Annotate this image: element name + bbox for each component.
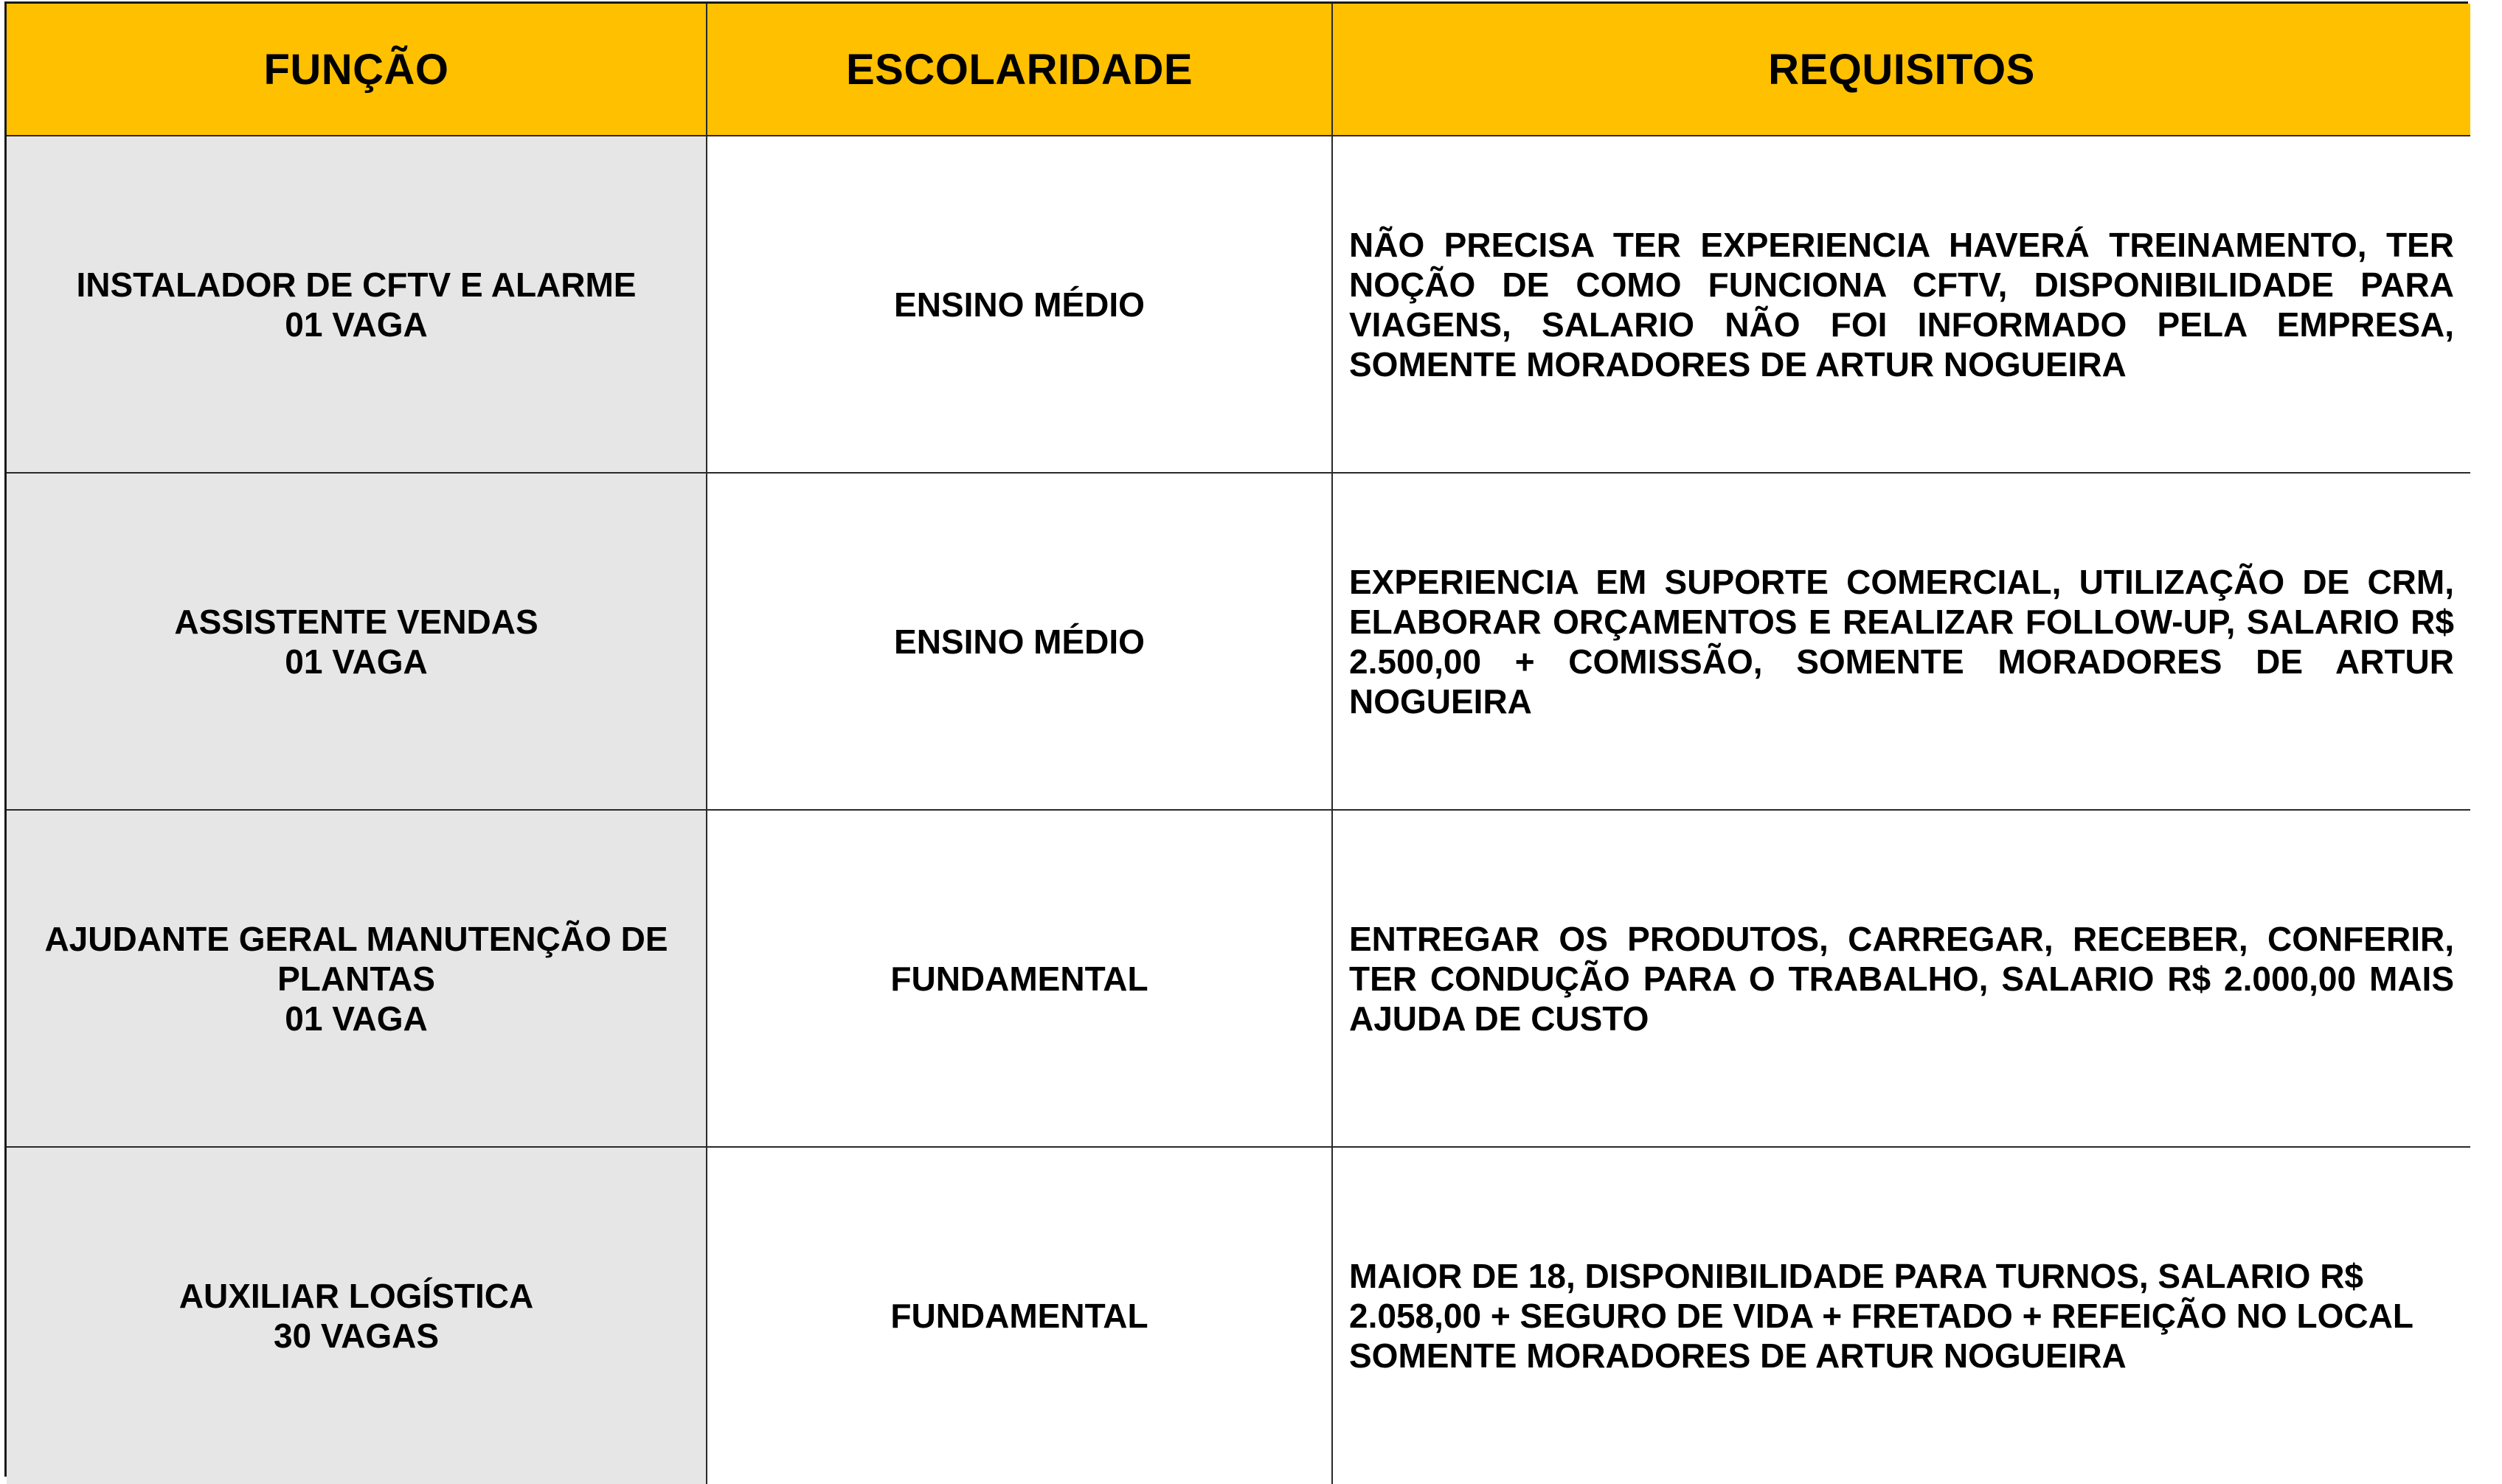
row-4-escolaridade: FUNDAMENTAL — [707, 1148, 1333, 1484]
row-4-funcao — [7, 1148, 707, 1484]
row-4-requisitos-line-2: 2.058,00 + SEGURO DE VIDA + FRETADO + REFEIÇÃO NO LOCAL — [1349, 1297, 2413, 1335]
row-1-funcao-title: INSTALADOR DE CFTV E ALARME — [76, 265, 637, 304]
header-requisitos: REQUISITOS — [1333, 4, 2470, 136]
row-3-requisitos — [1333, 811, 2470, 1148]
row-4-requisitos-line-3: SOMENTE MORADORES DE ARTUR NOGUEIRA — [1349, 1336, 2127, 1375]
row-4-funcao-title: AUXILIAR LOGÍSTICA — [179, 1277, 534, 1315]
row-2-requisitos — [1333, 474, 2470, 811]
row-2-vagas: 01 VAGA — [285, 642, 428, 681]
row-3-funcao — [7, 811, 707, 1148]
row-3-requisitos-text: ENTREGAR OS PRODUTOS, CARREGAR, RECEBER, CONFERIR, TER CONDUÇÃO PARA O TRABALHO, SALARIO R$ 2.000,00 MAIS AJUDA DE CUSTO — [1349, 919, 2454, 1038]
row-1-vagas: 01 VAGA — [285, 305, 428, 344]
header-funcao: FUNÇÃO — [7, 4, 707, 136]
row-1-escolaridade: ENSINO MÉDIO — [707, 136, 1333, 474]
row-2-escolaridade: ENSINO MÉDIO — [707, 474, 1333, 811]
row-2-requisitos-text: EXPERIENCIA EM SUPORTE COMERCIAL, UTILIZAÇÃO DE CRM, ELABORAR ORÇAMENTOS E REALIZAR FOLLOW-UP, SALARIO R$ 2.500,00 + COMISSÃO, SOMENTE MORADORES DE ARTUR NOGUEIRA — [1349, 562, 2454, 721]
row-4-requisitos-text — [1349, 1256, 2454, 1376]
row-1-requisitos-text: NÃO PRECISA TER EXPERIENCIA HAVERÁ TREINAMENTO, TER NOÇÃO DE COMO FUNCIONA CFTV, DISPONIBILIDADE PARA VIAGENS, SALARIO NÃO FOI INFORMADO PELA EMPRESA, SOMENTE MORADORES DE ARTUR NOGUEIRA — [1349, 225, 2454, 384]
row-4-requisitos-line-1: MAIOR DE 18, DISPONIBILIDADE PARA TURNOS, SALARIO R$ — [1349, 1257, 2364, 1295]
header-escolaridade: ESCOLARIDADE — [707, 4, 1333, 136]
row-1-requisitos — [1333, 136, 2470, 474]
vacancy-table — [4, 1, 2468, 1477]
row-2-funcao — [7, 474, 707, 811]
row-3-funcao-title: AJUDANTE GERAL MANUTENÇÃO DE PLANTAS — [44, 919, 668, 998]
row-3-vagas: 01 VAGA — [285, 999, 428, 1038]
row-1-funcao — [7, 136, 707, 474]
row-4-vagas: 30 VAGAS — [273, 1317, 440, 1355]
row-4-requisitos — [1333, 1148, 2470, 1484]
row-3-escolaridade: FUNDAMENTAL — [707, 811, 1333, 1148]
row-2-funcao-title: ASSISTENTE VENDAS — [174, 602, 538, 641]
